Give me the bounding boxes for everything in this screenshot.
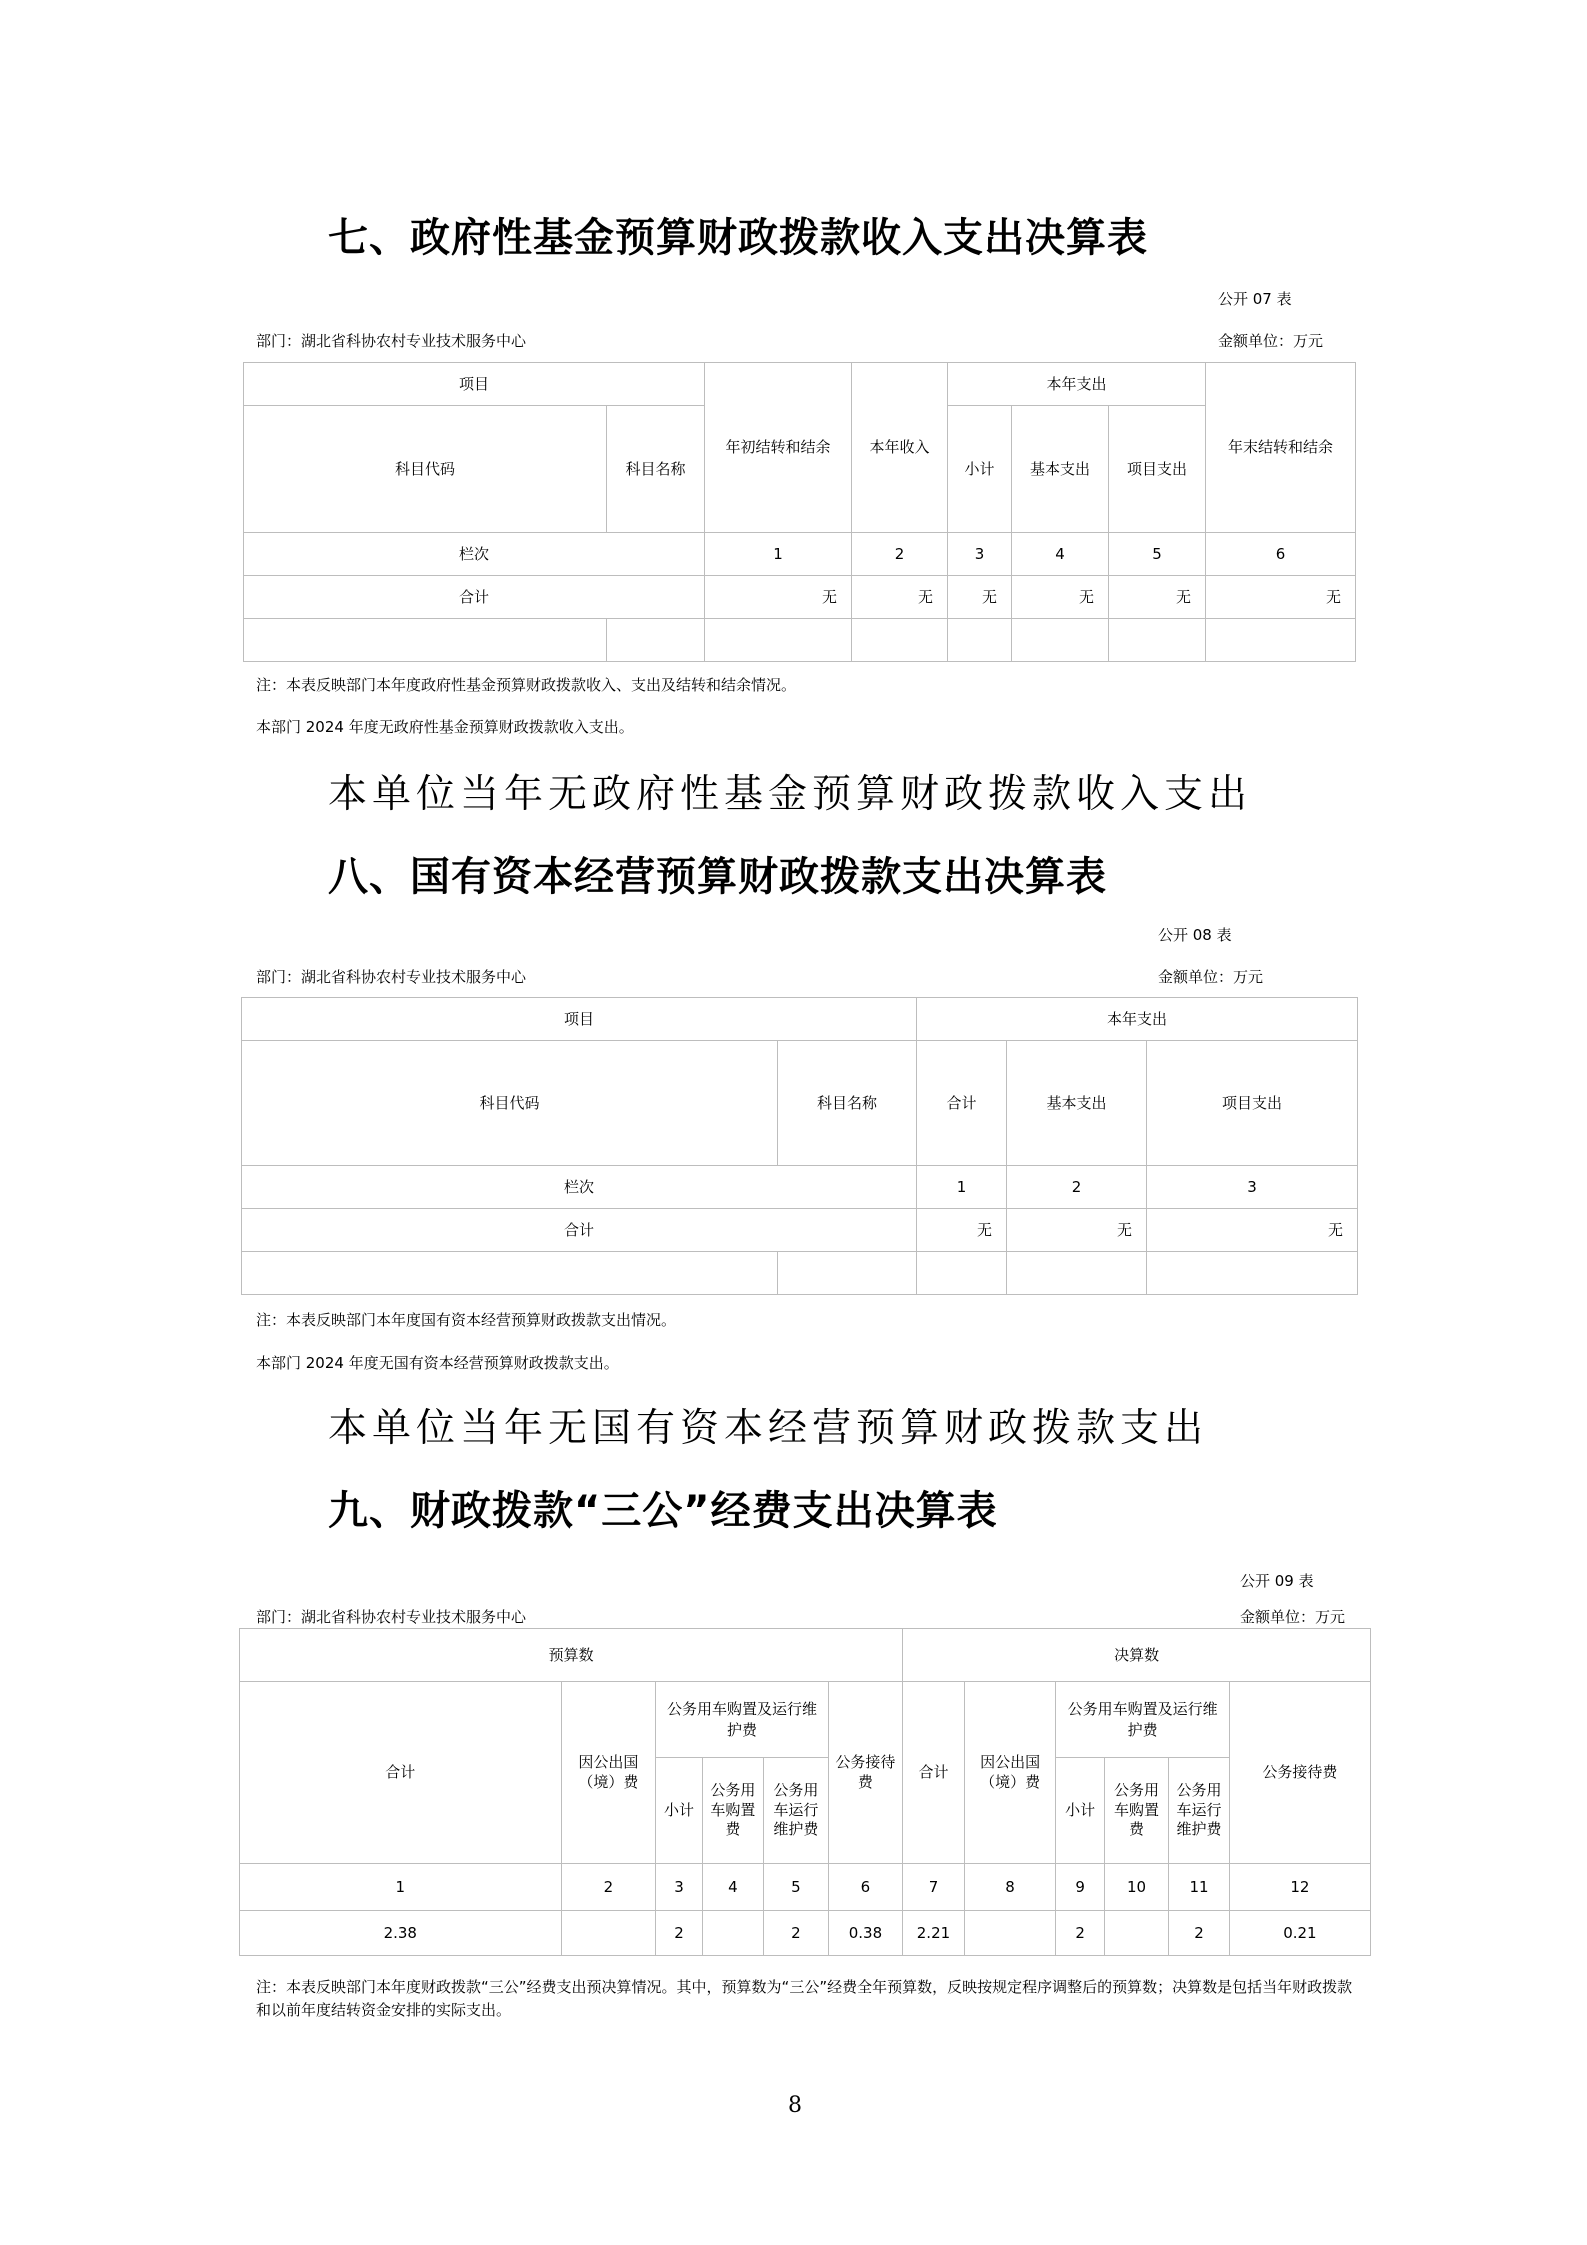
section8-statement: 本单位当年无国有资本经营预算财政拨款支出 [328, 1406, 1209, 1451]
table-row [244, 576, 1356, 619]
t9-col-num: 12 [1229, 1864, 1370, 1911]
t8-h-item: 项目 [242, 998, 917, 1041]
t7-col-num: 6 [1206, 533, 1356, 576]
table9-code: 公开 09 表 [1240, 1572, 1314, 1590]
t9-col-num: 5 [764, 1864, 829, 1911]
section7-title: 七、政府性基金预算财政拨款收入支出决算表 [328, 215, 1148, 261]
table-row [240, 1911, 1371, 1956]
table9-dept: 部门：湖北省科协农村专业技术服务中心 [256, 1608, 527, 1626]
t9-value-cell [702, 1911, 763, 1956]
table8 [241, 997, 1358, 1295]
t9-col-num: 6 [828, 1864, 903, 1911]
t7-empty-cell [852, 619, 948, 662]
t8-h-total: 合计 [917, 1041, 1007, 1166]
t7-row-total-label: 合计 [244, 576, 705, 619]
t8-h-basic: 基本支出 [1007, 1041, 1147, 1166]
t9-value-cell [1104, 1911, 1169, 1956]
t8-total-cell: 无 [917, 1209, 1007, 1252]
t7-total-cell: 无 [948, 576, 1012, 619]
t7-h-basic: 基本支出 [1012, 406, 1109, 533]
t7-empty-cell [607, 619, 705, 662]
t9-col-num: 2 [561, 1864, 656, 1911]
section8-title: 八、国有资本经营预算财政拨款支出决算表 [328, 854, 1107, 900]
table7-code: 公开 07 表 [1218, 290, 1292, 308]
t9-h-total: 合计 [240, 1682, 562, 1864]
t7-row-col-label: 栏次 [244, 533, 705, 576]
table-row [240, 1864, 1371, 1911]
table7-note-2: 本部门 2024 年度无政府性基金预算财政拨款收入支出。 [256, 718, 634, 736]
page-number: 8 [788, 2093, 802, 2118]
table7 [243, 362, 1356, 662]
t9-col-num: 1 [240, 1864, 562, 1911]
t8-empty-cell [242, 1252, 778, 1295]
t8-col-num: 2 [1007, 1166, 1147, 1209]
t9-h-abroad: 因公出国（境）费 [561, 1682, 656, 1864]
t7-h-item: 项目 [244, 363, 705, 406]
t7-empty-cell [1206, 619, 1356, 662]
t8-empty-cell [917, 1252, 1007, 1295]
t9-value-cell: 2 [764, 1911, 829, 1956]
table8-note: 注：本表反映部门本年度国有资本经营预算财政拨款支出情况。 [256, 1311, 677, 1329]
t7-h-expense: 本年支出 [948, 363, 1206, 406]
t7-h-income: 本年收入 [852, 363, 948, 533]
t8-row-total-label: 合计 [242, 1209, 917, 1252]
section9-title: 九、财政拨款“三公”经费支出决算表 [328, 1488, 998, 1534]
t9-h-recep: 公务接待费 [828, 1682, 903, 1864]
t8-row-col-label: 栏次 [242, 1166, 917, 1209]
t8-col-num: 3 [1147, 1166, 1358, 1209]
t9-h-budget: 预算数 [240, 1629, 903, 1682]
t8-empty-cell [778, 1252, 917, 1295]
t8-total-cell: 无 [1147, 1209, 1358, 1252]
table8-code: 公开 08 表 [1158, 926, 1232, 944]
table9-note: 注：本表反映部门本年度财政拨款“三公”经费支出预决算情况。其中，预算数为“三公”经费全年预算数，反映按规定程序调整后的预算数；决算数是包括当年财政拨款和以前年度结转资金安排的实际支出。 [256, 1978, 1353, 2019]
t9-h-car-run: 公务用车运行维护费 [764, 1758, 829, 1864]
table9 [239, 1628, 1371, 1956]
t9-h-sub: 小计 [656, 1758, 702, 1864]
t7-empty-cell [948, 619, 1012, 662]
t9-h-car-buy: 公务用车购置费 [702, 1758, 763, 1864]
table-row [244, 533, 1356, 576]
t9-value-cell: 2 [1169, 1911, 1229, 1956]
table-row [242, 1166, 1358, 1209]
table7-unit: 金额单位：万元 [1218, 332, 1324, 350]
t9-value-cell [561, 1911, 656, 1956]
t9-h-car-buy-2: 公务用车购置费 [1104, 1758, 1169, 1864]
table7-note: 注：本表反映部门本年度政府性基金预算财政拨款收入、支出及结转和结余情况。 [256, 676, 797, 694]
t9-value-cell: 2 [656, 1911, 702, 1956]
t7-total-cell: 无 [1012, 576, 1109, 619]
t7-total-cell: 无 [1206, 576, 1356, 619]
t7-col-num: 1 [705, 533, 852, 576]
t9-col-num: 9 [1056, 1864, 1104, 1911]
t8-empty-cell [1007, 1252, 1147, 1295]
t8-h-code: 科目代码 [242, 1041, 778, 1166]
t7-col-num: 2 [852, 533, 948, 576]
t9-col-num: 10 [1104, 1864, 1169, 1911]
t8-h-expense: 本年支出 [917, 998, 1358, 1041]
t8-empty-cell [1147, 1252, 1358, 1295]
section7-statement: 本单位当年无政府性基金预算财政拨款收入支出 [328, 772, 1253, 817]
t7-h-begin: 年初结转和结余 [705, 363, 852, 533]
table7-dept: 部门：湖北省科协农村专业技术服务中心 [256, 332, 527, 350]
t7-h-end: 年末结转和结余 [1206, 363, 1356, 533]
t9-col-num: 8 [964, 1864, 1056, 1911]
t9-value-cell [964, 1911, 1056, 1956]
t7-empty-cell [244, 619, 607, 662]
t9-value-cell: 0.21 [1229, 1911, 1370, 1956]
t7-h-project: 项目支出 [1109, 406, 1206, 533]
t9-h-total-2: 合计 [903, 1682, 964, 1864]
t7-col-num: 4 [1012, 533, 1109, 576]
t7-empty-cell [1012, 619, 1109, 662]
table8-note-2: 本部门 2024 年度无国有资本经营预算财政拨款支出。 [256, 1354, 619, 1372]
t8-col-num: 1 [917, 1166, 1007, 1209]
t7-empty-cell [1109, 619, 1206, 662]
t7-h-code: 科目代码 [244, 406, 607, 533]
t8-total-cell: 无 [1007, 1209, 1147, 1252]
t9-col-num: 4 [702, 1864, 763, 1911]
t9-col-num: 11 [1169, 1864, 1229, 1911]
t7-col-num: 5 [1109, 533, 1206, 576]
t9-h-abroad-2: 因公出国（境）费 [964, 1682, 1056, 1864]
t9-h-car-run-2: 公务用车运行维护费 [1169, 1758, 1229, 1864]
t8-h-project: 项目支出 [1147, 1041, 1358, 1166]
t9-value-cell: 0.38 [828, 1911, 903, 1956]
t7-col-num: 3 [948, 533, 1012, 576]
t7-total-cell: 无 [1109, 576, 1206, 619]
t9-h-final: 决算数 [903, 1629, 1371, 1682]
table8-dept: 部门：湖北省科协农村专业技术服务中心 [256, 968, 527, 986]
t7-empty-cell [705, 619, 852, 662]
t9-col-num: 3 [656, 1864, 702, 1911]
table-row [242, 1209, 1358, 1252]
table8-unit: 金额单位：万元 [1158, 968, 1264, 986]
t7-total-cell: 无 [705, 576, 852, 619]
t9-value-cell: 2 [1056, 1911, 1104, 1956]
t9-h-car: 公务用车购置及运行维护费 [656, 1682, 828, 1758]
t9-value-cell: 2.21 [903, 1911, 964, 1956]
t9-col-num: 7 [903, 1864, 964, 1911]
table9-unit: 金额单位：万元 [1240, 1608, 1346, 1626]
t7-h-name: 科目名称 [607, 406, 705, 533]
table-row [242, 1252, 1358, 1295]
t9-value-cell: 2.38 [240, 1911, 562, 1956]
table-row [244, 619, 1356, 662]
t7-h-sub: 小计 [948, 406, 1012, 533]
t8-h-name: 科目名称 [778, 1041, 917, 1166]
t9-h-recep-2: 公务接待费 [1229, 1682, 1370, 1864]
t9-h-car-2: 公务用车购置及运行维护费 [1056, 1682, 1229, 1758]
t7-total-cell: 无 [852, 576, 948, 619]
t9-h-sub-2: 小计 [1056, 1758, 1104, 1864]
